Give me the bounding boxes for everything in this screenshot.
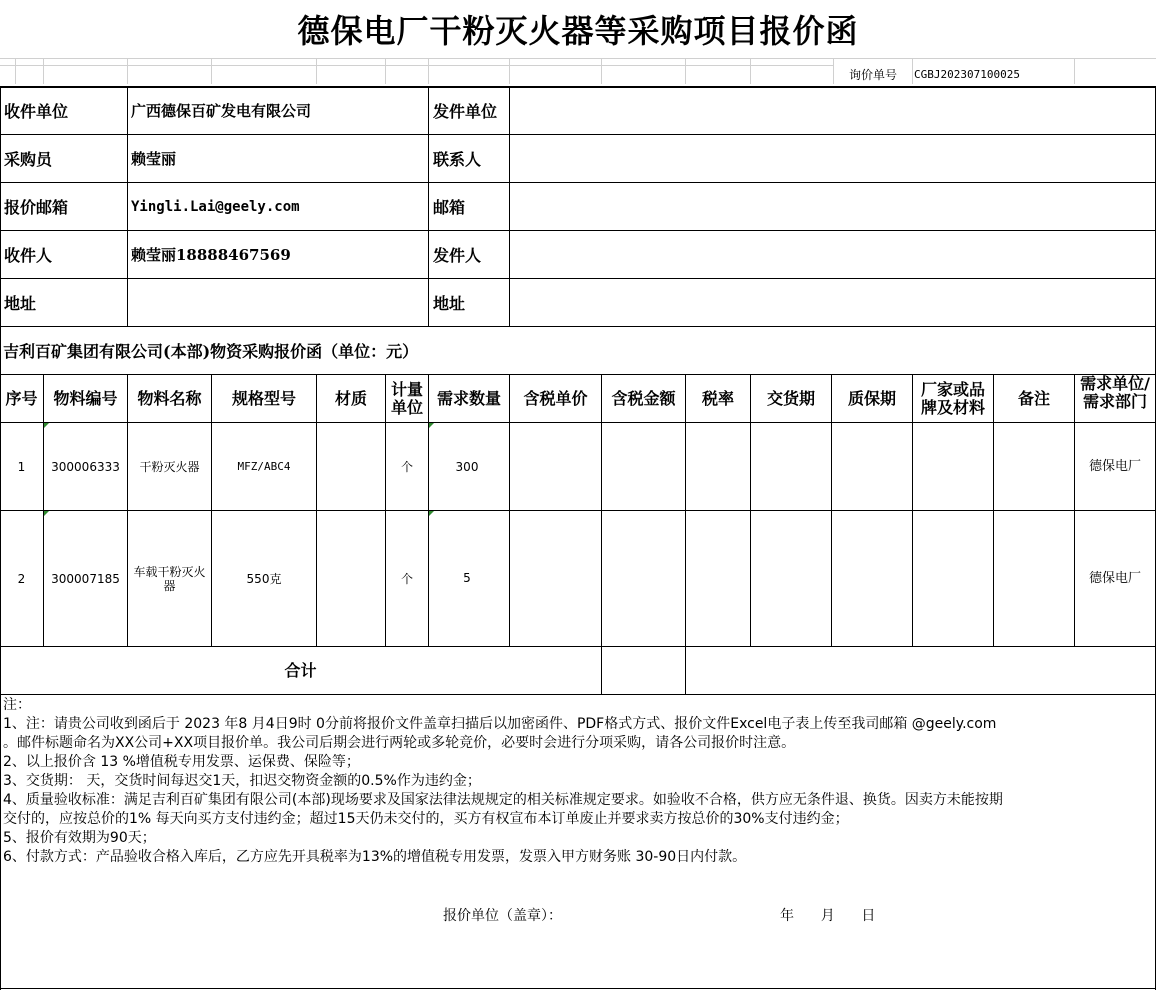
notes-line: 5、报价有效期为90天； bbox=[3, 830, 156, 846]
header-spec: 规格型号 bbox=[231, 388, 296, 408]
sender-unit-label: 发件单位 bbox=[433, 102, 498, 121]
row2-name: 车载干粉灭火器 bbox=[133, 564, 206, 593]
row1-spec: MFZ/ABC4 bbox=[237, 459, 291, 473]
header-delivery: 交货期 bbox=[766, 388, 815, 408]
contact-label: 联系人 bbox=[433, 150, 482, 169]
notes-line: 。邮件标题命名为XX公司+XX项目报价单。我公司后期会进行两轮或多轮竞价，必要时会进行分项采购，请各公司报价时注意。 bbox=[3, 735, 796, 751]
sender-field[interactable] bbox=[510, 231, 1155, 278]
row2-dept: 德保电厂 bbox=[1088, 570, 1141, 586]
grid-line bbox=[43, 58, 44, 84]
total-label: 合计 bbox=[284, 660, 317, 680]
header-name: 物料名称 bbox=[137, 388, 202, 408]
notes-line: 6、付款方式：产品验收合格入库后，乙方应先开具税率为13%的增值税专用发票，发票入甲方财务账 30-90日内付款。 bbox=[3, 849, 747, 865]
notes-section bbox=[3, 696, 1153, 867]
notes-line: 2、以上报价含 13 %增值税专用发票、运保费、保险等； bbox=[3, 754, 360, 770]
cell-marker-icon bbox=[44, 423, 49, 428]
header-material: 材质 bbox=[334, 388, 367, 408]
recipient-value: 赖莹丽18888467569 bbox=[131, 246, 291, 264]
table-border bbox=[685, 374, 686, 694]
email-field[interactable] bbox=[510, 183, 1155, 230]
row1-dept: 德保电厂 bbox=[1088, 458, 1141, 474]
row2-unit: 个 bbox=[400, 571, 413, 586]
notes-line: 1、注：请贵公司收到函后于 2023 年8 月4日9时 0分前将报价文件盖章扫描后以加密函件、PDF格式方式、报价文件Excel电子表上传至我司邮箱 @geely.com bbox=[3, 716, 997, 732]
row1-code: 300006333 bbox=[51, 459, 120, 474]
header-code: 物料编号 bbox=[53, 388, 118, 408]
cell-marker-icon bbox=[429, 511, 434, 516]
grid-line bbox=[685, 58, 686, 84]
header-remark: 备注 bbox=[1017, 388, 1050, 408]
row1-unit: 个 bbox=[400, 459, 413, 474]
grid-line bbox=[15, 58, 16, 84]
sender-unit-field[interactable] bbox=[510, 87, 1155, 134]
date-label: 年 月 日 bbox=[780, 908, 876, 924]
row1-qty: 300 bbox=[455, 460, 479, 474]
contact-field[interactable] bbox=[510, 135, 1155, 182]
header-brand: 厂家或品牌及材料 bbox=[920, 379, 985, 417]
inquiry-number: CGBJ202307100025 bbox=[914, 68, 1020, 81]
address-label: 地址 bbox=[4, 294, 37, 313]
grid-line bbox=[385, 58, 386, 84]
header-tax: 税率 bbox=[701, 388, 734, 408]
recipient-label: 收件人 bbox=[4, 246, 53, 265]
buyer-value: 赖莹丽 bbox=[131, 150, 177, 168]
grid-line bbox=[428, 58, 429, 84]
receiver-unit-label: 收件单位 bbox=[4, 102, 69, 121]
quote-email-value: Yingli.Lai@geely.com bbox=[131, 198, 300, 215]
email-label: 邮箱 bbox=[433, 198, 466, 217]
row1-seq: 1 bbox=[17, 459, 26, 474]
address2-label: 地址 bbox=[433, 294, 466, 313]
table-border bbox=[0, 694, 1156, 695]
grid-line bbox=[316, 58, 317, 84]
total-amount-field[interactable] bbox=[602, 647, 685, 694]
grid-line bbox=[0, 58, 1156, 59]
notes-line: 3、交货期： 天，交货时间每迟交1天，扣迟交物资金额的0.5%作为违约金； bbox=[3, 773, 481, 789]
address-field[interactable] bbox=[128, 279, 428, 326]
notes-line: 交付的，应按总价的1% 每天向买方支付违约金；超过15天仍未交付的，买方有权宣布本订单废止并要求卖方按总价的30%支付违约金； bbox=[3, 811, 849, 827]
stamp-label: 报价单位（盖章）： bbox=[443, 908, 562, 924]
quote-email-label: 报价邮箱 bbox=[4, 198, 69, 217]
table-border bbox=[0, 988, 1156, 989]
notes-line: 4、质量验收标准：满足吉利百矿集团有限公司(本部)现场要求及国家法律法规规定的相关标准规定要求。如验收不合格，供方应无条件退、换货。因卖方未能按期 bbox=[3, 792, 1003, 808]
header-seq: 序号 bbox=[5, 388, 38, 408]
header-qty: 需求数量 bbox=[436, 388, 501, 408]
grid-line bbox=[509, 58, 510, 84]
grid-line bbox=[127, 58, 128, 84]
cell-marker-icon bbox=[429, 423, 434, 428]
header-unit: 计量单位 bbox=[390, 379, 423, 417]
row1-name: 干粉灭火器 bbox=[139, 459, 200, 474]
grid-line bbox=[1074, 58, 1075, 84]
grid-line bbox=[211, 58, 212, 84]
header-warranty: 质保期 bbox=[847, 388, 896, 408]
sender-label: 发件人 bbox=[433, 246, 482, 265]
row2-spec: 550克 bbox=[246, 571, 282, 586]
row2-qty: 5 bbox=[463, 571, 471, 585]
table-border bbox=[601, 374, 602, 694]
grid-line bbox=[750, 58, 751, 84]
header-amount: 含税金额 bbox=[611, 388, 676, 408]
section-title: 吉利百矿集团有限公司(本部)物资采购报价函（单位：元） bbox=[3, 342, 419, 361]
grid-line bbox=[0, 65, 833, 66]
row2-seq: 2 bbox=[17, 571, 26, 586]
page-title: 德保电厂干粉灭火器等采购项目报价函 bbox=[297, 12, 859, 50]
receiver-unit-value: 广西德保百矿发电有限公司 bbox=[131, 102, 312, 120]
inquiry-label: 询价单号 bbox=[848, 67, 897, 82]
cell-marker-icon bbox=[44, 511, 49, 516]
notes-line: 注： bbox=[3, 697, 31, 713]
address2-field[interactable] bbox=[510, 279, 1155, 326]
grid-line bbox=[601, 58, 602, 84]
header-dept: 需求单位/需求部门 bbox=[1080, 375, 1150, 411]
header-price: 含税单价 bbox=[523, 388, 588, 408]
buyer-label: 采购员 bbox=[4, 150, 53, 169]
row2-code: 300007185 bbox=[51, 571, 120, 586]
